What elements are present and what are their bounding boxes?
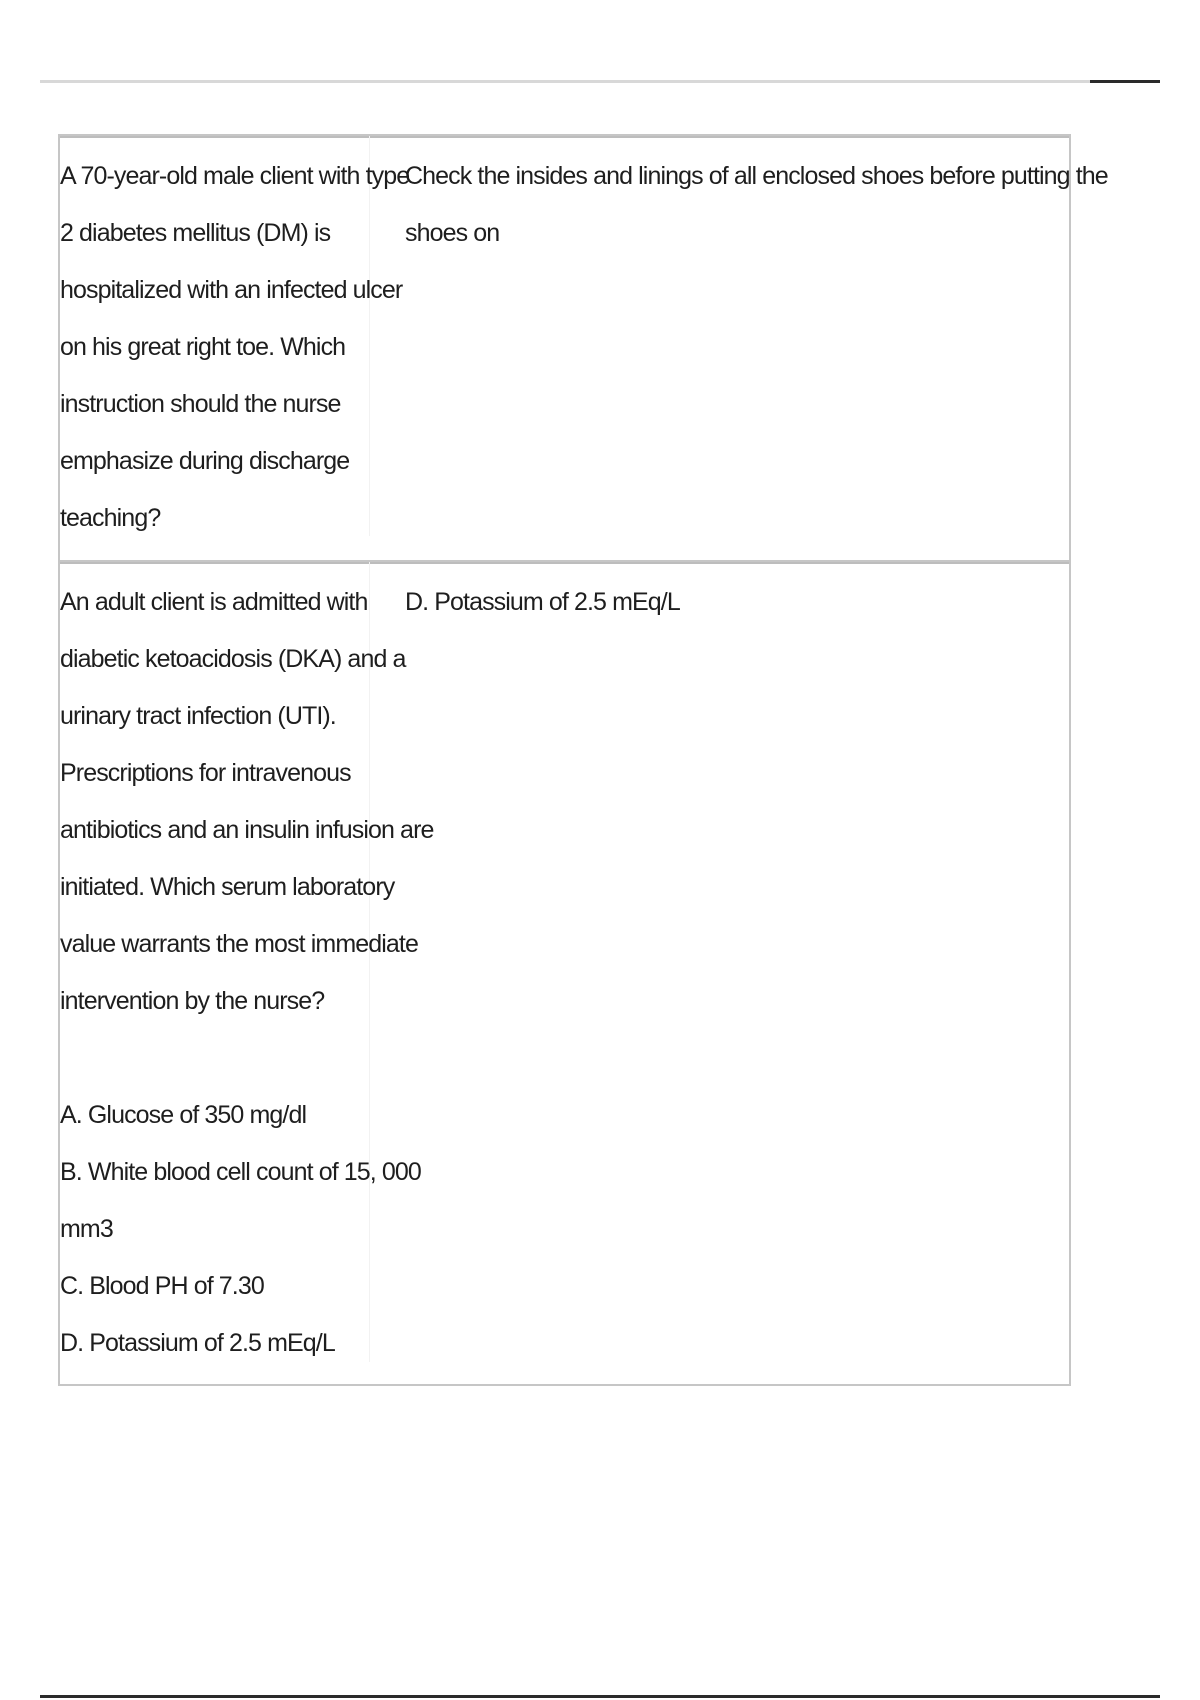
definition-line: shoes on: [405, 219, 500, 247]
answer-options: [60, 1087, 421, 1372]
term-line: on his great right toe. Which: [60, 333, 346, 361]
term-line: initiated. Which serum laboratory: [60, 873, 395, 901]
option-b-continued: mm3: [60, 1215, 113, 1243]
flashcard-1-definition: [405, 136, 1108, 262]
term-line: diabetic ketoacidosis (DKA) and a: [60, 645, 406, 673]
flashcard-1: [58, 134, 1108, 562]
flashcard-2: [58, 560, 1071, 1386]
option-a: A. Glucose of 350 mg/dl: [60, 1101, 307, 1129]
term-line: hospitalized with an infected ulcer: [60, 276, 403, 304]
bottom-divider: [40, 1695, 1160, 1698]
term-line: Prescriptions for intravenous: [60, 759, 351, 787]
term-line: value warrants the most immediate: [60, 930, 418, 958]
option-d: D. Potassium of 2.5 mEq/L: [60, 1329, 335, 1357]
term-line: urinary tract infection (UTI).: [60, 702, 336, 730]
flashcard-2-definition: [405, 562, 1045, 631]
option-c: C. Blood PH of 7.30: [60, 1272, 264, 1300]
top-divider-accent: [1090, 80, 1160, 83]
term-line: antibiotics and an insulin infusion are: [60, 816, 434, 844]
term-line: teaching?: [60, 504, 161, 532]
term-line: emphasize during discharge: [60, 447, 350, 475]
flashcard-2-term: [60, 562, 434, 1362]
term-line: A 70-year-old male client with type: [60, 162, 410, 190]
term-line: intervention by the nurse?: [60, 987, 325, 1015]
term-line: An adult client is admitted with: [60, 588, 368, 616]
term-line: 2 diabetes mellitus (DM) is: [60, 219, 331, 247]
definition-line: Check the insides and linings of all enclosed shoes before putting the: [405, 162, 1108, 190]
option-b: B. White blood cell count of 15, 000: [60, 1158, 421, 1186]
top-divider: [40, 80, 1090, 83]
term-line: instruction should the nurse: [60, 390, 341, 418]
flashcard-1-term: [60, 136, 410, 536]
definition-line: D. Potassium of 2.5 mEq/L: [405, 588, 680, 616]
